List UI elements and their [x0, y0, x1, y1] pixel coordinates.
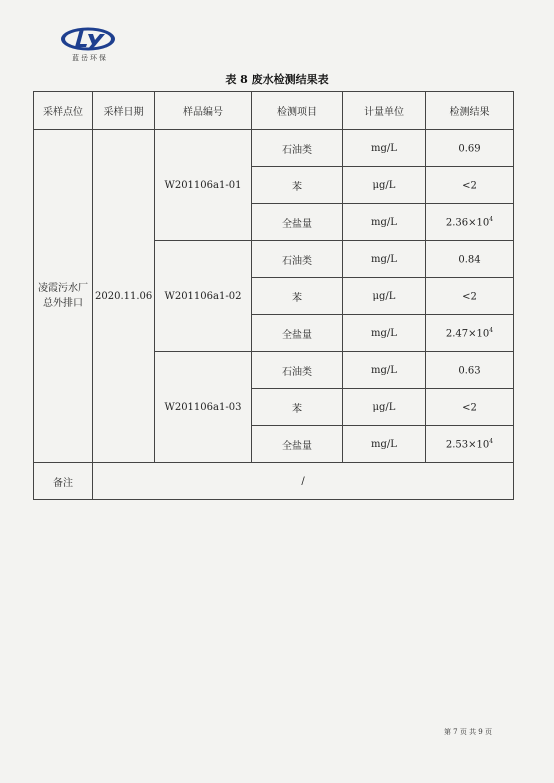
test-item: 石油类 [252, 241, 343, 278]
table-title: 表 8 废水检测结果表 [225, 73, 329, 86]
unit: μg/L [343, 167, 426, 204]
remark-value: / [93, 463, 514, 500]
header-sample-id: 样品编号 [155, 92, 252, 130]
test-item: 全盐量 [252, 426, 343, 463]
test-item: 苯 [252, 278, 343, 315]
test-item: 石油类 [252, 130, 343, 167]
sample-id: W201106a1-02 [155, 241, 252, 352]
result [426, 389, 514, 426]
unit: mg/L [343, 204, 426, 241]
result-value: 2.36×10 [445, 217, 490, 229]
wastewater-results-table [33, 91, 514, 500]
result-value: <2 [462, 291, 477, 303]
page-number: 第 7 页 共 9 页 [443, 728, 492, 736]
header-row [34, 92, 514, 130]
company-logo [58, 26, 122, 63]
unit: μg/L [343, 278, 426, 315]
remark-row [34, 463, 514, 500]
header-test-item: 检测项目 [252, 92, 343, 130]
result-value: <2 [462, 402, 477, 414]
test-item: 全盐量 [252, 315, 343, 352]
result [426, 352, 514, 389]
result-value: 0.84 [458, 254, 481, 266]
result [426, 426, 514, 463]
result-value: 0.63 [458, 365, 481, 377]
remark-label: 备注 [34, 463, 93, 500]
header-location: 采样点位 [34, 92, 93, 130]
sample-id: W201106a1-03 [155, 352, 252, 463]
result [426, 167, 514, 204]
result [426, 278, 514, 315]
result-value: 0.69 [458, 143, 481, 155]
sampling-location: 凌霞污水厂总外排口 [34, 130, 93, 463]
header-date: 采样日期 [93, 92, 155, 130]
result-exponent: 4 [489, 215, 494, 223]
unit: mg/L [343, 426, 426, 463]
sampling-date: 2020.11.06 [93, 130, 155, 463]
result [426, 204, 514, 241]
result [426, 315, 514, 352]
test-item: 全盐量 [252, 204, 343, 241]
unit: mg/L [343, 130, 426, 167]
test-item: 苯 [252, 167, 343, 204]
result-value: <2 [462, 180, 477, 192]
unit: mg/L [343, 315, 426, 352]
logo-text: 蓝岳环保 [72, 54, 108, 62]
table-row [34, 130, 514, 167]
unit: μg/L [343, 389, 426, 426]
unit: mg/L [343, 352, 426, 389]
result [426, 241, 514, 278]
unit: mg/L [343, 241, 426, 278]
header-result: 检测结果 [426, 92, 514, 130]
test-item: 苯 [252, 389, 343, 426]
result-value: 2.53×10 [445, 439, 490, 451]
sample-id: W201106a1-01 [155, 130, 252, 241]
ly-logo-icon [60, 26, 116, 52]
result [426, 130, 514, 167]
result-value: 2.47×10 [445, 328, 490, 340]
result-exponent: 4 [489, 437, 494, 445]
header-unit: 计量单位 [343, 92, 426, 130]
test-item: 石油类 [252, 352, 343, 389]
result-exponent: 4 [489, 326, 494, 334]
